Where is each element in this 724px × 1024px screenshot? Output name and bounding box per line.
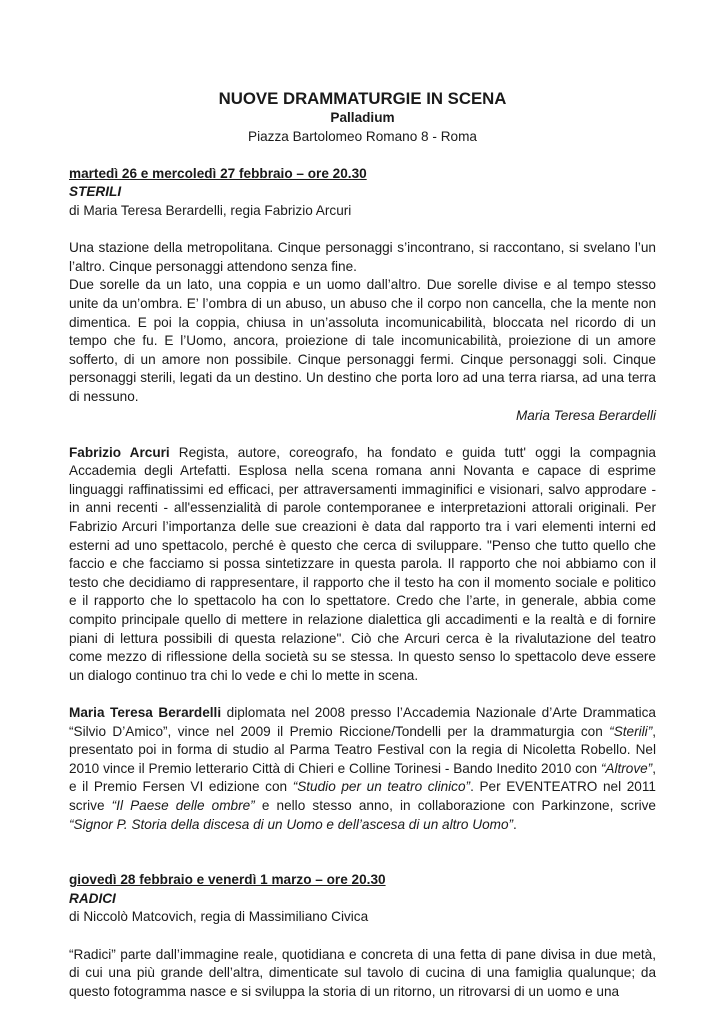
author-name: Maria Teresa Berardelli xyxy=(69,705,222,720)
venue-address: Piazza Bartolomeo Romano 8 - Roma xyxy=(248,128,477,144)
show2-date: giovedì 28 febbraio e venerdì 1 marzo – ore 20.30 xyxy=(69,872,386,888)
director-name: Fabrizio Arcuri xyxy=(69,444,170,460)
work-title: “Il Paese delle ombre” xyxy=(111,797,255,813)
page-title: NUOVE DRAMMATURGIE IN SCENA xyxy=(218,89,507,108)
work-title: “Sterili” xyxy=(609,723,653,739)
show1-title: STERILI xyxy=(69,184,122,200)
show1-description-1: Una stazione della metropolitana. Cinque personaggi s’incontrano, si raccontano, si svelano l’un l’altro. Cinque personaggi attendono senza fine. xyxy=(69,240,656,274)
work-title: “Signor P. Storia della discesa di un Uomo e dell’ascesa di un altro Uomo” xyxy=(69,816,514,832)
show1-description-2: Due sorelle da un lato, una coppia e un uomo dall’altro. Due sorelle divise e al tempo stesso unite da un’ombra. E’ l’ombra di un abuso, un abuso che il corpo non cancella, che la mente non dimentica. E poi la coppia, chiusa in un’assoluta incomunicabilità, bloccata nel ricordo di un tempo che fu. E l’Uomo, ancora, proiezione di tale incomunicabilità, proiezione di un amore sofferto, di un amore non possibile. Cinque personaggi fermi. Cinque personaggi soli. Cinque personaggi sterili, legati da un destino. Un destino che porta loro ad una terra riarsa, ad una terra di nessuno. xyxy=(69,277,656,404)
show2-description-1: “Radici” parte dall’immagine reale, quotidiana e concreta di una fetta di pane divisa in due metà, di cui una più grande dell’altra, dimenticate sul tavolo di cucina di una famiglia qualunque; da questo fotogramma nasce e si sviluppa la storia di un ritorno, un ritrovarsi di un uomo e una xyxy=(69,946,656,999)
author-bio xyxy=(69,704,656,834)
author-bio-text: , presentato poi in forma di studio al Parma Teatro Festival con la regia di Nicoletta Robello. Nel 2010 vince il Premio letterario Città di Chieri e Colline Torinesi - Bando Inedito 2010 con xyxy=(69,723,656,776)
venue-name: Palladium xyxy=(330,110,395,125)
work-title: “Altrove” xyxy=(600,760,653,776)
work-title: “Studio per un teatro clinico” xyxy=(292,779,471,795)
author-bio-text: e nello stesso anno, in collaborazione con Parkinzone, scrive xyxy=(254,797,656,813)
show1-date: martedì 26 e mercoledì 27 febbraio – ore 20.30 xyxy=(69,165,367,181)
show1-signature: Maria Teresa Berardelli xyxy=(515,407,656,423)
author-bio-text: diplomata nel 2008 presso l’Accademia Nazionale d’Arte Drammatica “Silvio D’Amico”, vince nel 2009 il Premio Riccione/Tondelli per la drammaturgia con xyxy=(69,705,656,739)
author-bio-text: . xyxy=(513,816,517,832)
author-bio-text: , e il Premio Fersen VI edizione con xyxy=(69,760,656,795)
director-bio xyxy=(69,444,656,686)
show2-credits: di Niccolò Matcovich, regia di Massimiliano Civica xyxy=(69,909,369,925)
show2-title: RADICI xyxy=(69,890,116,906)
director-bio-text: Regista, autore, coreografo, ha fondato e guida tutt' oggi la compagnia Accademia degli Artefatti. Esplosa nella scena romana anni Novanta e capace di esprime linguaggi raffinatissimi ed efficaci, per attraversamenti immaginifici e visionari, salvo approdare - in anni recenti - all'essenzialità di parole contemporanee e interpretazioni attorali originali. Per Fabrizio Arcuri l’importanza delle sue creazioni è data dal rapporto tra i vari elementi interni ed esterni ad uno spettacolo, perché è questo che cerca di sviluppare. "Penso che tutto quello che faccio e che facciamo si possa sintetizzare in questa parola. Il rapporto che noi abbiamo con il testo che decidiamo di rappresentare, il rapporto che il testo ha con il momento sociale e politico e il rapporto che lo spettacolo ha con lo spettatore. Credo che l’arte, in generale, abbia come compito principale quello di mettere in relazione dialettica gli accadimenti e la realtà e di fornire piani di lettura possibili di questa relazione". Ciò che Arcuri cerca è la rivalutazione del teatro come mezzo di riflessione della società su se stessa. In questo senso lo spettacolo deve essere un dialogo continuo tra chi lo vede e chi lo mette in scena. xyxy=(69,444,656,683)
show1-credits: di Maria Teresa Berardelli, regia Fabrizio Arcuri xyxy=(69,202,352,218)
author-bio-text: . Per EVENTEATRO nel 2011 scrive xyxy=(69,779,656,813)
